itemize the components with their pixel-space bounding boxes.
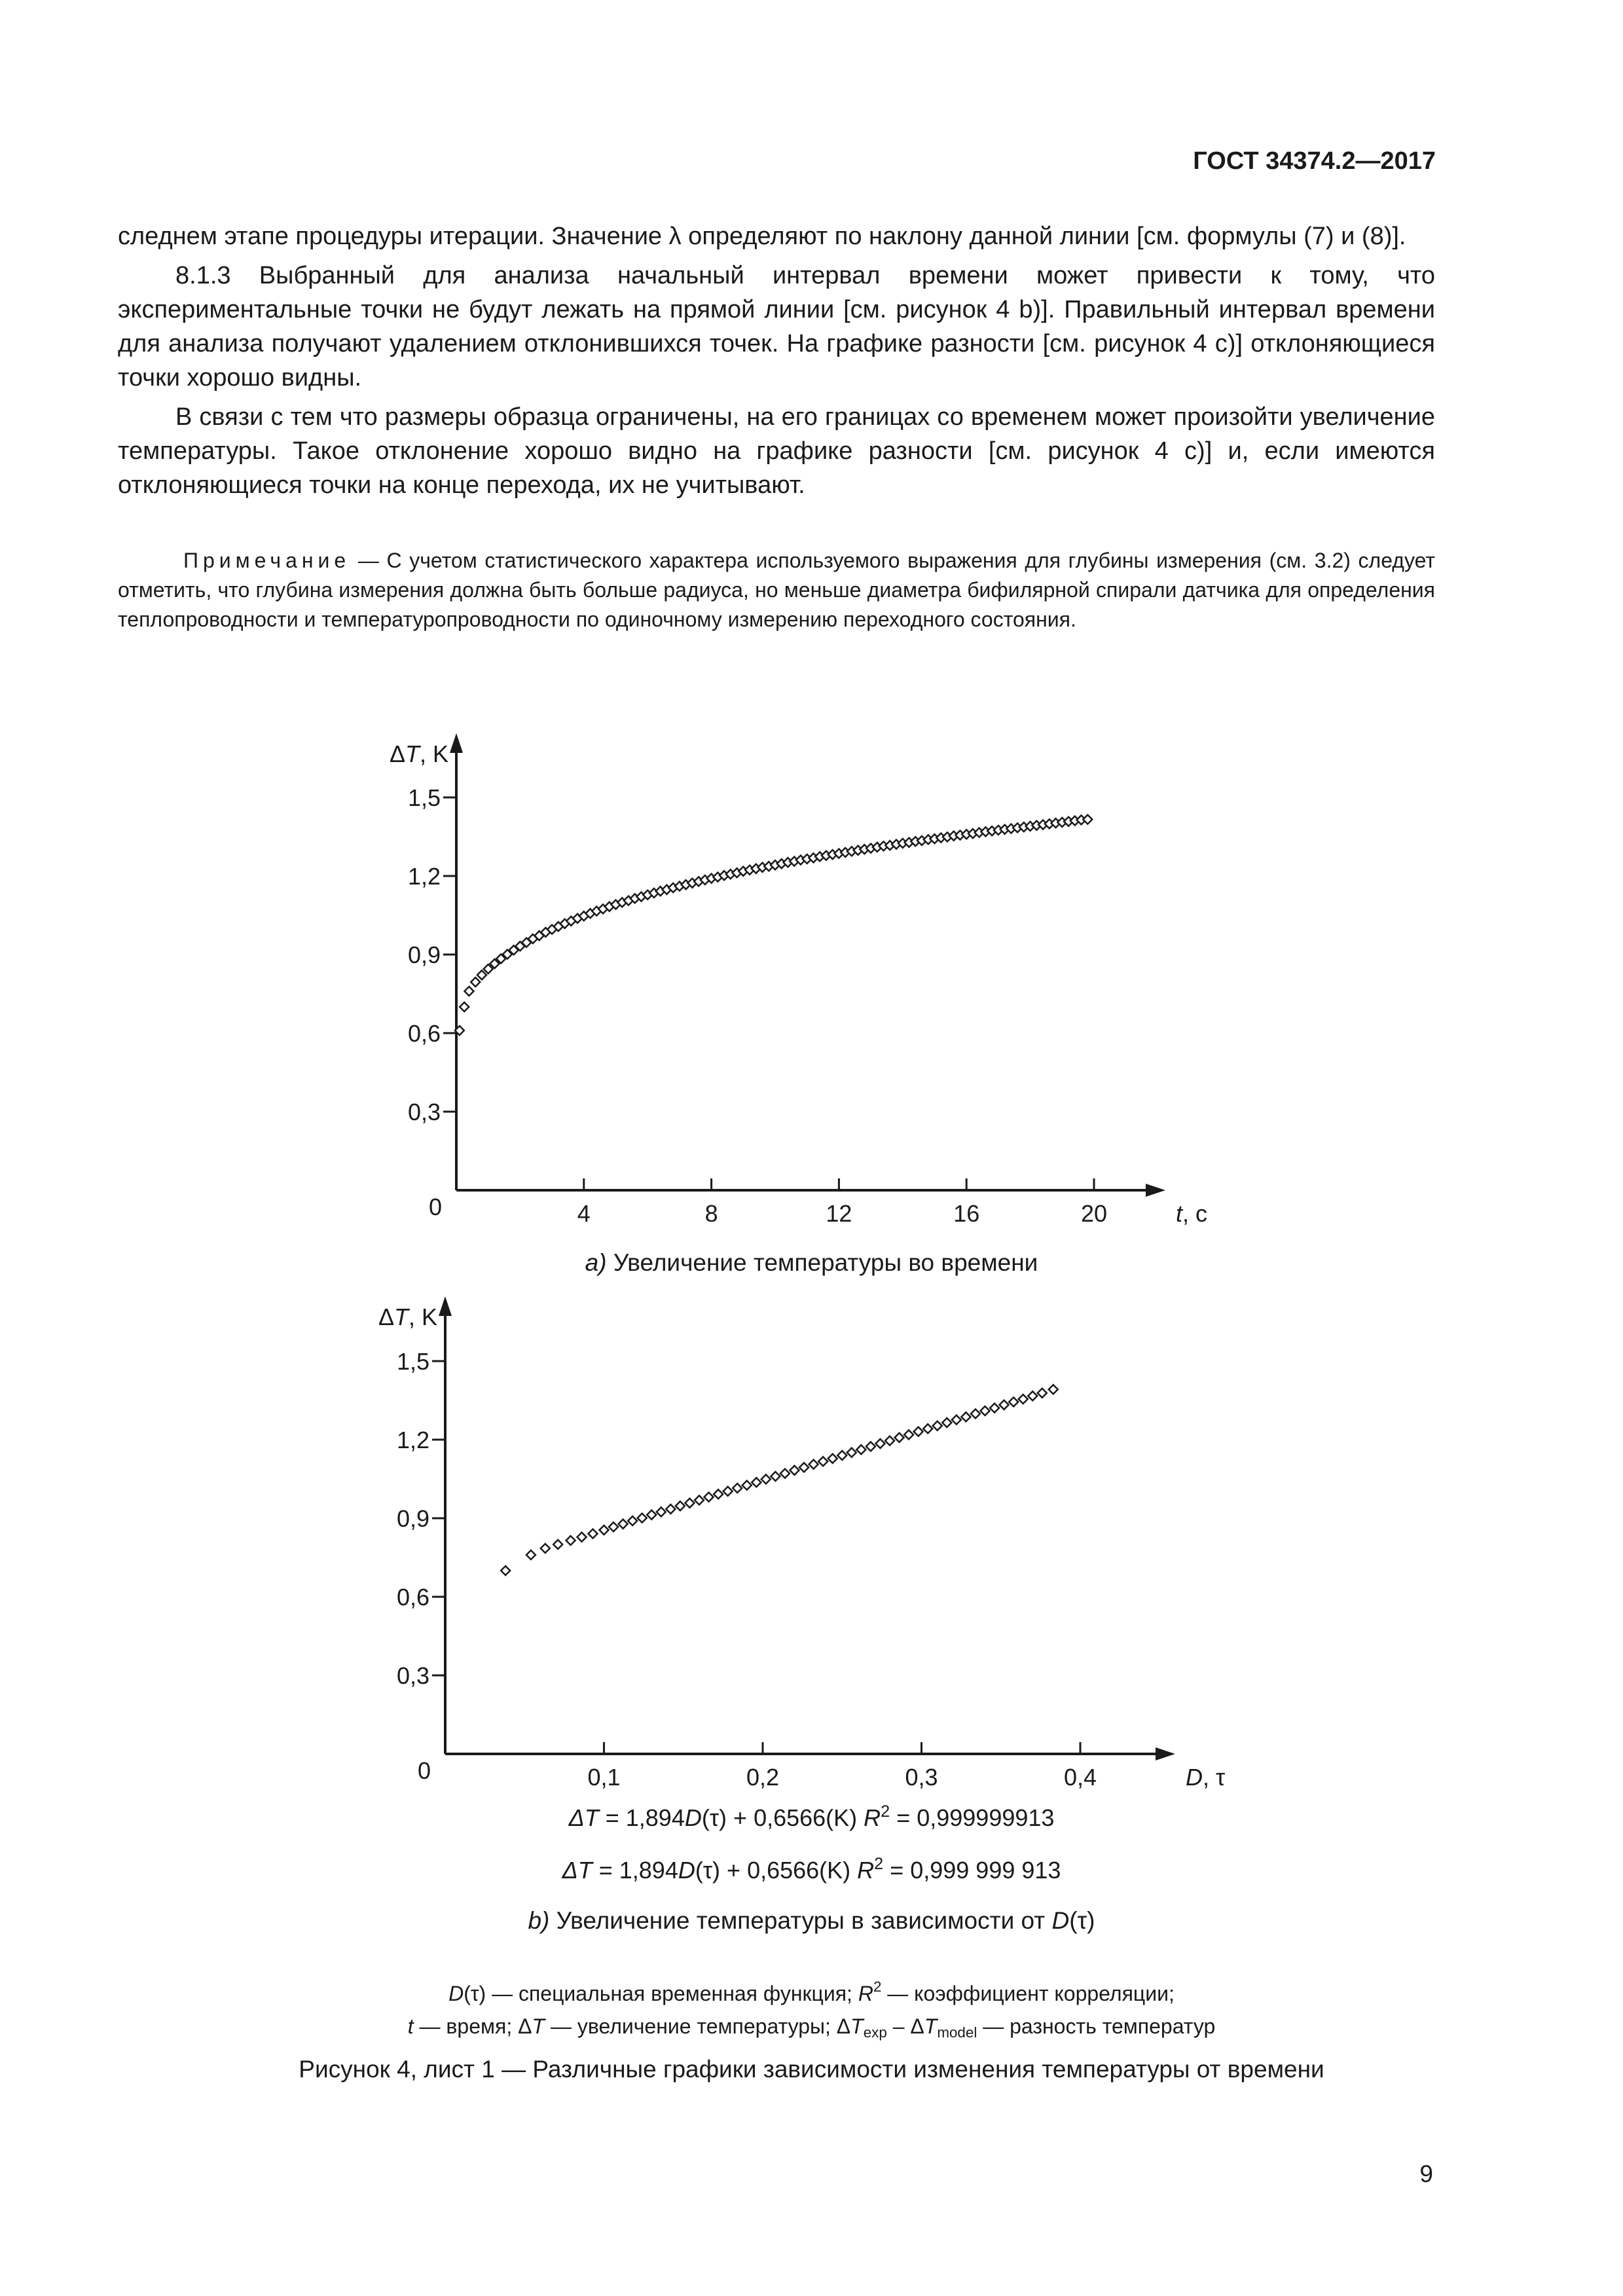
caption-a-text: Увеличение температуры во времени [606, 1249, 1038, 1276]
legend-delta-t: T [532, 2014, 545, 2038]
chart-a-x-tick-label: 12 [826, 1200, 852, 1227]
chart-b-data-point [942, 1418, 951, 1427]
fit-formula-2-value: = 0,999 999 913 [883, 1857, 1061, 1884]
chart-b-data-point [1019, 1394, 1028, 1404]
chart-b-x-tick-label: 0,2 [746, 1764, 780, 1791]
fit-formula-2-r: R [857, 1857, 875, 1884]
chart-b-data-point [695, 1495, 704, 1504]
chart-a-data-point [460, 1002, 469, 1011]
chart-b-data-point [847, 1448, 856, 1457]
chart-b-data-point [761, 1474, 771, 1484]
chart-b-y-tick-label: 1,2 [396, 1427, 429, 1453]
chart-a-y-tick-label: 1,5 [407, 784, 441, 811]
chart-b-data-point [1028, 1391, 1037, 1400]
chart-a-y-tick-label: 0,3 [407, 1099, 441, 1125]
chart-b-data-point [619, 1520, 628, 1529]
chart-b-data-point [1009, 1397, 1018, 1406]
chart-b [0, 1283, 1623, 1791]
chart-b-data-point [733, 1484, 742, 1493]
chart-b-data-point [589, 1529, 598, 1539]
legend-model-sub: model [937, 2024, 977, 2041]
fit-formula-2-rhs: = 1,894 [592, 1857, 678, 1884]
legend-r-text: — коэффициент корреляции; [881, 1982, 1175, 2005]
legend-r-sup: 2 [873, 1978, 882, 1995]
legend-t-text: — время; Δ [413, 2014, 532, 2038]
chart-a [0, 720, 1623, 1244]
fit-formula-1 [0, 1802, 1623, 1832]
legend-t-model: T [924, 2014, 938, 2038]
chart-b-data-point [914, 1427, 923, 1436]
chart-b-data-point [799, 1463, 809, 1472]
chart-b-data-point [704, 1493, 714, 1502]
chart-a-data-point [471, 977, 480, 987]
legend-minus: – Δ [886, 2014, 924, 2038]
legend-d: D [448, 1982, 464, 2005]
chart-b-data-point [990, 1404, 999, 1413]
fit-formula-2 [0, 1855, 1623, 1884]
chart-b-y-axis-label: ΔT, K [378, 1303, 437, 1330]
chart-a-origin-label: 0 [428, 1194, 442, 1220]
chart-a-y-tick-label: 0,9 [407, 941, 441, 968]
document-id: ГОСТ 34374.2—2017 [1193, 147, 1436, 175]
body-text [118, 219, 1435, 502]
chart-b-data-point [780, 1469, 790, 1478]
chart-b-x-axis-arrow [1156, 1747, 1175, 1760]
chart-b-data-point [714, 1489, 723, 1499]
fit-formula-2-sup: 2 [874, 1855, 884, 1873]
note [118, 546, 1435, 634]
chart-a-data-point [1083, 815, 1092, 824]
chart-b-data-point [666, 1504, 675, 1514]
chart-b-data-point [742, 1481, 752, 1490]
legend-line-1 [0, 1971, 1623, 2010]
fit-formula-1-tau: (τ) + 0,6566(K) [701, 1804, 864, 1831]
chart-a-data-point [464, 987, 473, 996]
legend-diff-text: — разность температур [977, 2014, 1216, 2038]
chart-b-data-point [837, 1451, 847, 1460]
fit-formula-1-sup: 2 [881, 1802, 890, 1821]
paragraph-1: следнем этапе процедуры итерации. Значение λ определяют по наклону данной линии [см. формулы (7) и (8)]. [118, 223, 1406, 250]
chart-a-x-tick-label: 4 [577, 1200, 591, 1227]
chart-b-data-point [628, 1516, 637, 1525]
fit-formula-1-value: = 0,999999913 [890, 1804, 1055, 1831]
chart-a-y-tick-label: 0,6 [407, 1020, 441, 1047]
chart-b-y-tick-label: 0,3 [396, 1662, 429, 1689]
paragraph-3: В связи с тем что размеры образца ограничены, на его границах со временем может произойти увеличение температуры. Такое отклонение хорошо видно на графике разности [см. рисунок 4 c)] и, если имеются отклоняющиеся точки на конце перехода, их не учитывают. [118, 403, 1435, 499]
chart-a-x-tick-label: 16 [953, 1200, 980, 1227]
caption-b-tau: (τ) [1069, 1907, 1095, 1934]
chart-b-data-point [875, 1439, 884, 1448]
chart-a-x-axis-label: t, с [1176, 1200, 1208, 1227]
legend-d-text: (τ) — специальная временная функция; [464, 1982, 858, 2005]
chart-b-data-point [1038, 1389, 1047, 1398]
caption-b [0, 1907, 1623, 1935]
chart-b-data-point [790, 1466, 799, 1475]
caption-a-letter: a) [585, 1249, 607, 1276]
chart-b-data-point [771, 1472, 780, 1481]
legend-t-exp: T [850, 2014, 864, 2038]
chart-b-data-point [501, 1566, 510, 1575]
chart-b-x-axis-label: D, τ [1186, 1764, 1226, 1791]
chart-b-data-point [541, 1544, 550, 1553]
chart-b-x-tick-label: 0,3 [905, 1764, 938, 1791]
fit-formula-2-d: D [678, 1857, 695, 1884]
chart-b-data-point [895, 1433, 904, 1442]
chart-b-y-tick-label: 1,5 [396, 1348, 429, 1375]
chart-b-data-point [638, 1514, 647, 1523]
chart-b-data-point [981, 1406, 990, 1415]
legend-t: t [407, 2014, 414, 2038]
caption-b-d: D [1051, 1907, 1070, 1934]
chart-b-data-point [904, 1430, 913, 1439]
fit-formula-1-d: D [684, 1804, 702, 1831]
note-label: Примечание [183, 549, 351, 572]
caption-a [0, 1249, 1623, 1277]
chart-b-data-point [1049, 1385, 1058, 1394]
chart-b-data-point [818, 1457, 828, 1466]
chart-b-data-point [952, 1415, 961, 1425]
chart-b-data-point [923, 1424, 932, 1433]
chart-a-x-axis-arrow [1146, 1184, 1165, 1197]
chart-b-data-point [647, 1510, 656, 1520]
chart-b-data-point [856, 1445, 866, 1454]
chart-b-data-point [566, 1536, 575, 1545]
paragraph-2: 8.1.3 Выбранный для анализа начальный интервал времени может привести к тому, что экспериментальные точки не будут лежать на прямой линии [см. рисунок 4 b)]. Правильный интервал времени для анализа получают удалением отклонившихся точек. На графике разности [см. рисунок 4 c)] отклоняющиеся точки хорошо видны. [118, 262, 1435, 392]
legend-exp-sub: exp [863, 2024, 887, 2041]
chart-b-data-point [723, 1487, 733, 1496]
chart-b-data-point [657, 1507, 666, 1516]
chart-b-data-point [609, 1522, 618, 1531]
chart-b-data-point [553, 1540, 562, 1549]
chart-b-data-point [1000, 1400, 1009, 1410]
chart-b-x-tick-label: 0,1 [587, 1764, 621, 1791]
fit-formula-2-tau: (τ) + 0,6566(K) [695, 1857, 858, 1884]
chart-b-data-point [676, 1501, 685, 1510]
legend-r: R [858, 1982, 873, 2005]
chart-b-data-point [961, 1412, 970, 1421]
caption-b-letter: b) [528, 1907, 550, 1934]
symbol-legend [0, 1971, 1623, 2049]
figure-caption: Рисунок 4, лист 1 — Различные графики зависимости изменения температуры от времени [299, 2056, 1324, 2083]
chart-b-x-tick-label: 0,4 [1063, 1764, 1097, 1791]
fit-formula-1-r: R [864, 1804, 881, 1831]
legend-delta-t-text: — увеличение температуры; Δ [545, 2014, 851, 2038]
caption-b-text: Увеличение температуры в зависимости от [549, 1907, 1052, 1934]
chart-b-data-point [933, 1421, 942, 1430]
chart-b-data-point [866, 1442, 875, 1451]
chart-b-data-point [600, 1525, 609, 1535]
chart-a-x-tick-label: 20 [1080, 1200, 1108, 1227]
note-text: — С учетом статистического характера используемого выражения для глубины измерения (см. 3.2) следует отметить, что глубина измерения должна быть больше радиуса, но меньше диаметра бифилярной спирали датчика для определения теплопроводности и температуропроводности по одиночному измерению переходного состояния. [118, 549, 1436, 631]
chart-b-y-tick-label: 0,6 [396, 1584, 429, 1611]
fit-formula-2-lhs: ΔT [562, 1857, 593, 1884]
chart-b-y-axis-arrow [439, 1296, 452, 1316]
legend-line-2 [0, 2010, 1623, 2049]
chart-b-origin-label: 0 [417, 1757, 431, 1784]
chart-b-data-point [828, 1454, 837, 1463]
chart-a-x-tick-label: 8 [704, 1200, 718, 1227]
chart-b-data-point [752, 1478, 761, 1487]
fit-formula-1-lhs: ΔT [568, 1804, 599, 1831]
chart-b-data-point [809, 1460, 818, 1469]
fit-formula-1-rhs: = 1,894 [598, 1804, 685, 1831]
chart-b-data-point [885, 1436, 894, 1446]
chart-a-y-axis-label: ΔT, K [389, 740, 448, 767]
chart-a-y-axis-arrow [450, 733, 463, 753]
chart-b-data-point [685, 1499, 694, 1508]
chart-b-data-point [577, 1533, 587, 1542]
chart-a-data-point [477, 970, 486, 979]
page-number: 9 [1419, 2160, 1433, 2187]
chart-b-data-point [971, 1409, 980, 1418]
chart-b-data-point [526, 1550, 536, 1559]
chart-a-y-tick-label: 1,2 [407, 863, 441, 890]
chart-b-y-tick-label: 0,9 [396, 1505, 429, 1532]
